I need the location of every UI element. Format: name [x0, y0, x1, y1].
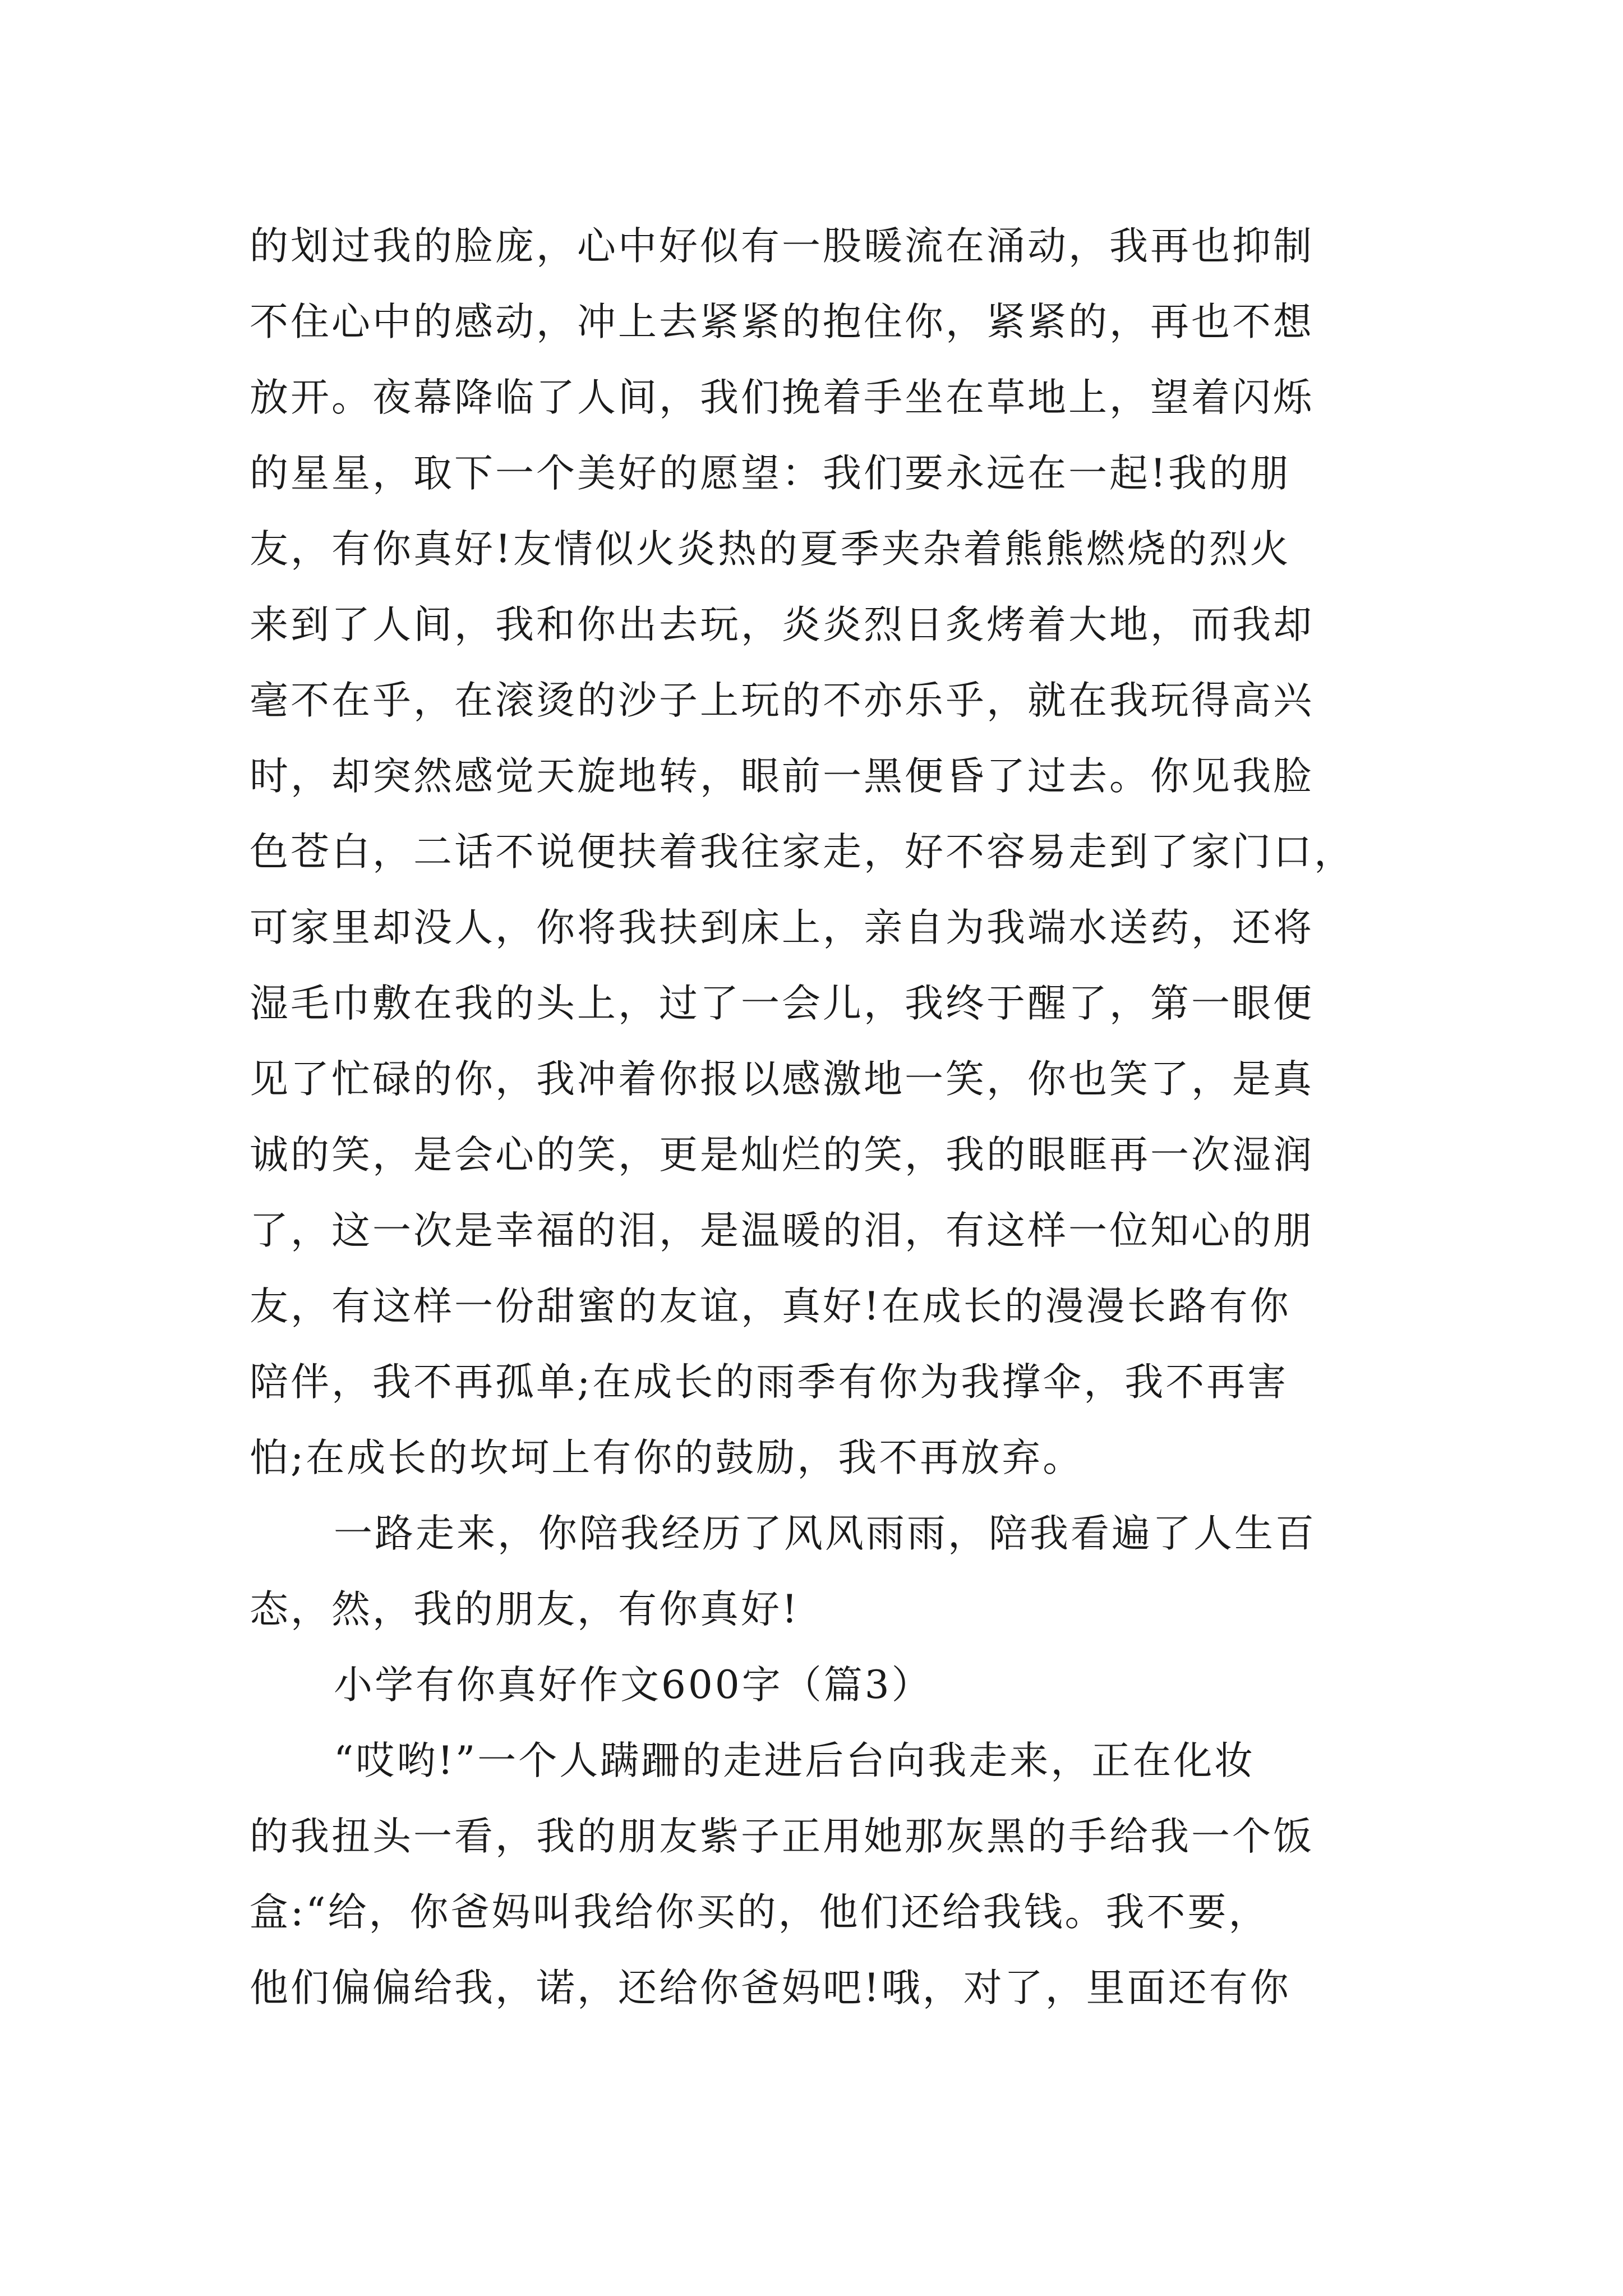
text-line: 不住心中的感动，冲上去紧紧的抱住你，紧紧的，再也不想	[250, 300, 1314, 344]
text-line: 的划过我的脸庞，心中好似有一股暖流在涌动，我再也抑制	[250, 224, 1314, 269]
text-line: 怕;在成长的坎坷上有你的鼓励，我不再放弃。	[250, 1435, 1084, 1480]
text-line: 来到了人间，我和你出去玩，炎炎烈日炙烤着大地，而我却	[250, 602, 1314, 647]
text-line: 陪伴，我不再孤单;在成长的雨季有你为我撑伞，我不再害	[250, 1360, 1289, 1405]
text-line: 见了忙碌的你，我冲着你报以感激地一笑，你也笑了，是真	[250, 1057, 1314, 1102]
text-line: 了，这一次是幸福的泪，是温暖的泪，有这样一位知心的朋	[250, 1208, 1314, 1253]
text-line: 的星星，取下一个美好的愿望：我们要永远在一起!我的朋	[250, 451, 1291, 496]
paragraph-start-line: 一路走来，你陪我经历了风风雨雨，陪我看遍了人生百	[334, 1511, 1316, 1556]
text-line: 友，有你真好!友情似火炎热的夏季夹杂着熊熊燃烧的烈火	[250, 527, 1291, 572]
essay-body	[250, 209, 1377, 2026]
text-line: 毫不在乎，在滚烫的沙子上玩的不亦乐乎，就在我玩得高兴	[250, 678, 1314, 723]
text-line: 态，然，我的朋友，有你真好!	[250, 1587, 800, 1632]
text-line: 色苍白，二话不说便扶着我往家走，好不容易走到了家门口，	[250, 830, 1355, 875]
text-line: 诚的笑，是会心的笑，更是灿烂的笑，我的眼眶再一次湿润	[250, 1133, 1314, 1177]
text-line: 的我扭头一看，我的朋友紫子正用她那灰黑的手给我一个饭	[250, 1814, 1314, 1859]
text-line: 放开。夜幕降临了人间，我们挽着手坐在草地上，望着闪烁	[250, 375, 1314, 420]
text-line: 时，却突然感觉天旋地转，眼前一黑便昏了过去。你见我脸	[250, 754, 1314, 799]
text-line: 湿毛巾敷在我的头上，过了一会儿，我终于醒了，第一眼便	[250, 981, 1314, 1026]
section-heading: 小学有你真好作文600字（篇3）	[334, 1663, 933, 1708]
text-line: 友，有这样一份甜蜜的友谊，真好!在成长的漫漫长路有你	[250, 1284, 1291, 1329]
paragraph-start-line: “哎哟!”一个人蹒跚的走进后台向我走来，正在化妆	[334, 1738, 1256, 1783]
text-line: 可家里却没人，你将我扶到床上，亲自为我端水送药，还将	[250, 905, 1314, 950]
text-line: 盒:“给，你爸妈叫我给你买的，他们还给我钱。我不要，	[250, 1890, 1270, 1935]
text-line: 他们偏偏给我，诺，还给你爸妈吧!哦，对了，里面还有你	[250, 1966, 1291, 2010]
